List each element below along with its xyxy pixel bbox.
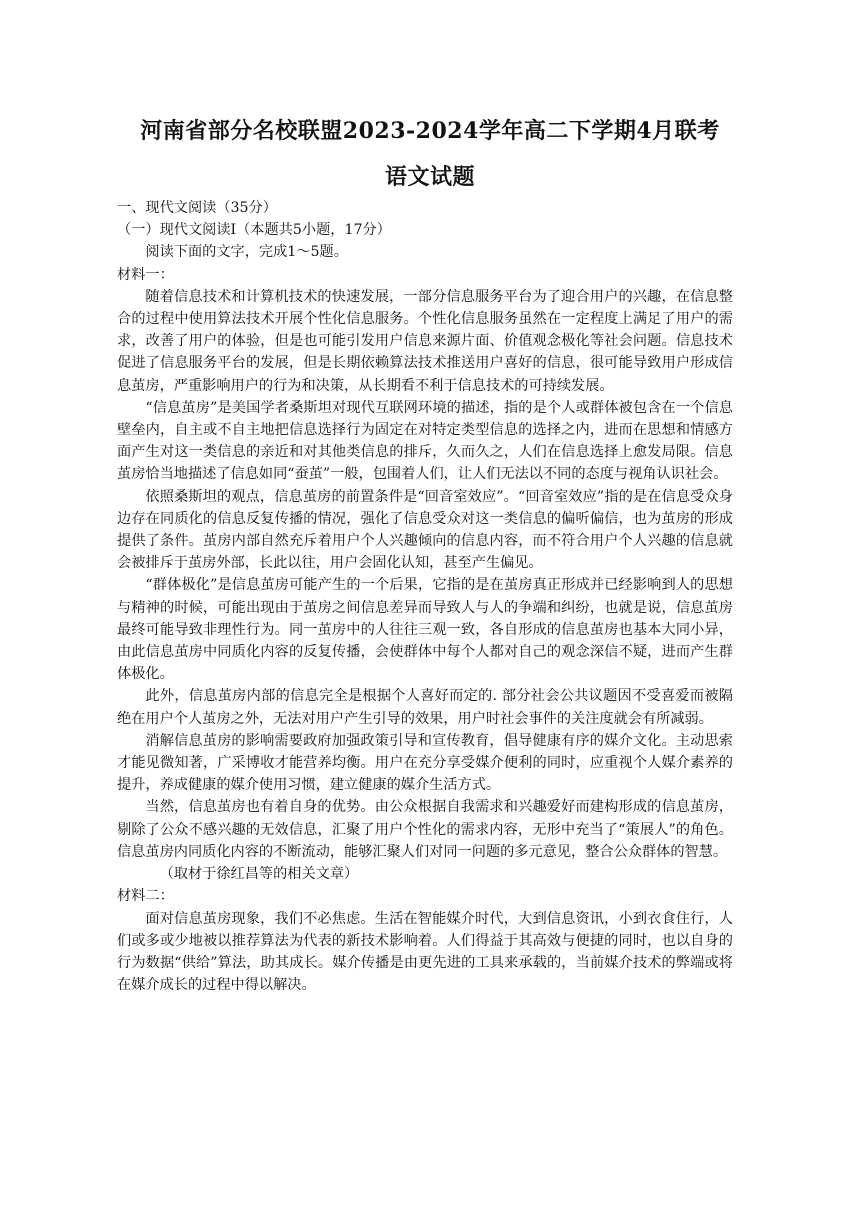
- material2-label: 材料二：: [117, 888, 174, 905]
- material1-paragraph: “群体极化”是信息茧房可能产生的一个后果，它指的是在茧房真正形成并已经影响到人的思想与精神的时候，可能出现由于茧房之间信息差异而导致人与人的争端和纠纷，也就是说，信息茧房最终可能导致非理性行为。同一茧房中的人往往三观一致，各自形成的信息茧房也基本大同小异，由此信息茧房中同质化内容的反复传播，会使群体中每个人都对自己的观念深信不疑，进而产生群体极化。: [117, 577, 733, 683]
- document-body: [117, 197, 733, 996]
- material1-label: 材料一：: [117, 266, 174, 283]
- material1-paragraph: 此外，信息茧房内部的信息完全是根据个人喜好而定的. 部分社会公共议题因不受喜爱而被隔绝在用户个人茧房之外，无法对用户产生引导的效果，用户时社会事件的关注度就会有所减弱。: [117, 688, 733, 727]
- instruction-text: 阅读下面的文字，完成1～5题。: [145, 244, 348, 261]
- section-heading: 一、现代文阅读（35分）: [117, 200, 277, 216]
- subsection-heading: （一）现代文阅读I（本题共5小题，17分）: [117, 222, 391, 239]
- material1-paragraph: 依照桑斯坦的观点，信息茧房的前置条件是“回音室效应”。“回音室效应”指的是在信息受众身边存在同质化的信息反复传播的情况，强化了信息受众对这一类信息的偏听偏信，也为茧房的形成提供了条件。茧房内部自然充斥着用户个人兴趣倾向的信息内容，而不符合用户个人兴趣的信息就会被排斥于茧房外部，长此以往，用户会固化认知，甚至产生偏见。: [117, 488, 733, 572]
- material1-paragraph: 当然，信息茧房也有着自身的优势。由公众根据自我需求和兴趣爱好而建构形成的信息茧房，剔除了公众不感兴趣的无效信息，汇聚了用户个性化的需求内容，无形中充当了“策展人”的角色。信息茧房内同质化内容的不断流动，能够汇聚人们对同一问题的多元意见，整合公众群体的智慧。: [117, 799, 733, 860]
- page-title: 河南省部分名校联盟2023-2024学年高二下学期4月联考: [140, 118, 720, 144]
- page-subtitle: 语文试题: [384, 164, 475, 190]
- material1-paragraph: 消解信息茧房的影响需要政府加强政策引导和宣传教育，倡导健康有序的媒介文化。主动思索才能见微知著，广采博收才能营养均衡。用户在充分享受媒介便利的同时，应重视个人媒介素养的提升，养成健康的媒介使用习惯，建立健康的媒介生活方式。: [117, 732, 733, 794]
- material2-paragraph: 面对信息茧房现象，我们不必焦虑。生活在智能媒介时代，大到信息资讯，小到衣食住行，人们或多或少地被以推荐算法为代表的新技术影响着。人们得益于其高效与便捷的同时，也以自身的行为数据“供给”算法，助其成长。媒介传播是由更先进的工具来承载的，当前媒介技术的弊端或将在媒介成长的过程中得以解决。: [117, 910, 733, 994]
- material1-paragraph: “信息茧房”是美国学者桑斯坦对现代互联网环境的描述，指的是个人或群体被包含在一个信息壁垒内，自主或不自主地把信息选择行为固定在对特定类型信息的选择之内，进而在思想和情感方面产生对这一类信息的亲近和对其他类信息的排斥，久而久之，人们在信息选择上愈发局限。信息茧房恰当地描述了信息如同“蚕茧”一般，包围着人们，让人们无法以不同的态度与视角认识社会。: [117, 399, 733, 483]
- material1-source: （取材于徐红昌等的相关文章）: [159, 866, 359, 883]
- material1-paragraph: 随着信息技术和计算机技术的快速发展，一部分信息服务平台为了迎合用户的兴趣，在信息整合的过程中使用算法技术开展个性化信息服务。个性化信息服务虽然在一定程度上满足了用户的需求，改善了用户的体验，但是也可能引发用户信息来源片面、价值观念极化等社会问题。信息技术促进了信息服务平台的发展，但是长期依赖算法技术推送用户喜好的信息，很可能导致用户形成信息茧房，严重影响用户的行为和决策，从长期看不利于信息技术的可持续发展。: [117, 288, 733, 394]
